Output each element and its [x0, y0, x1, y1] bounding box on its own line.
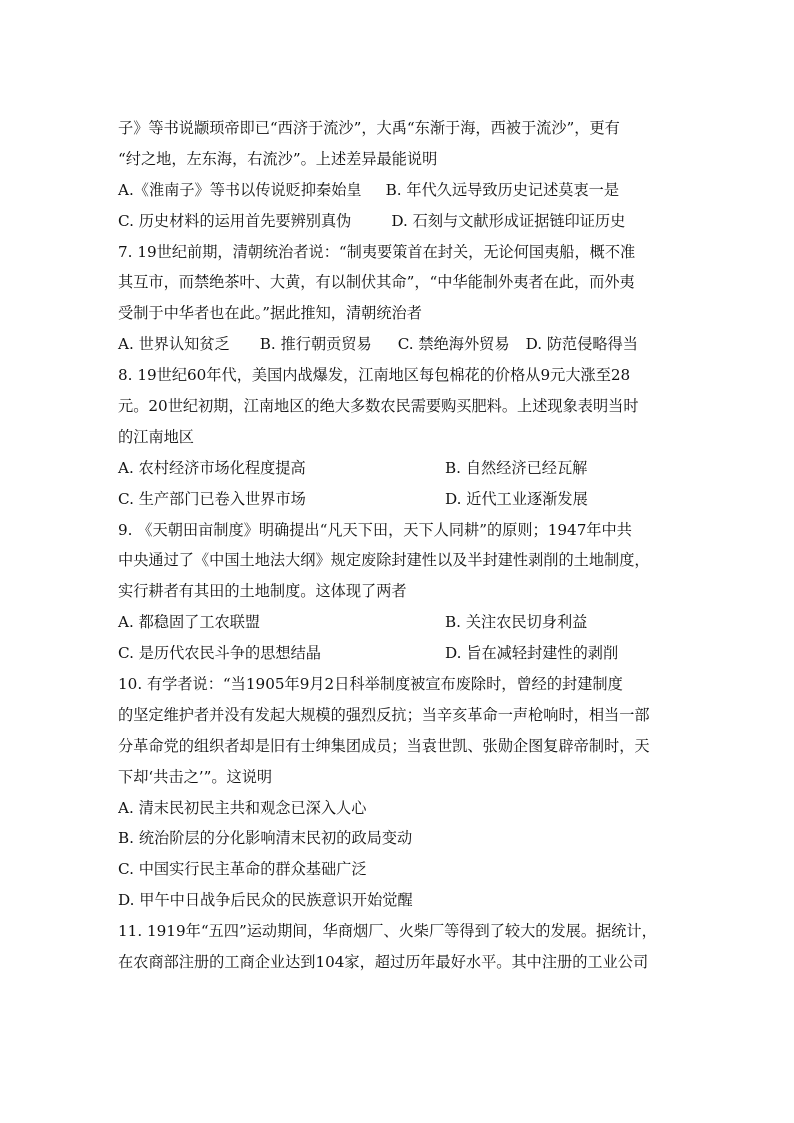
q8-options-row-1	[118, 453, 678, 484]
question-11: 11. 1919年“五四”运动期间，华商烟厂、火柴厂等得到了较大的发展。据统计，	[118, 922, 657, 941]
option-c: C. 生产部门已卷入世界市场	[118, 489, 306, 508]
text-line: “纣之地，左东海，右流沙”。上述差异最能说明	[118, 149, 438, 168]
text-line: 在农商部注册的工商企业达到104家，超过历年最好水平。其中注册的工业公司	[118, 953, 649, 972]
option-a: A. 都稳固了工农联盟	[118, 613, 261, 632]
question-7: 7. 19世纪前期，清朝统治者说：“制夷要策首在封关，无论何国夷船，概不准	[118, 242, 636, 261]
option-b: B. 关注农民切身利益	[445, 613, 588, 632]
document-page	[118, 113, 678, 978]
option-b: B. 自然经济已经瓦解	[445, 458, 588, 477]
text-line: 分革命党的组织者却是旧有士绅集团成员；当袁世凯、张勋企图复辟帝制时，天	[118, 736, 650, 755]
text-line: 中央通过了《中国土地法大纲》规定废除封建性以及半封建性剥削的土地制度，	[118, 551, 650, 570]
text-line: 受制于中华者也在此。”据此推知，清朝统治者	[118, 304, 422, 323]
q6-options-row-2	[118, 206, 678, 237]
q10-option-b: B. 统治阶层的分化影响清末民初的政局变动	[118, 829, 413, 848]
option-b: B. 推行朝贡贸易	[259, 335, 372, 354]
option-c: C. 禁绝海外贸易	[397, 335, 510, 354]
option-d: D. 近代工业逐渐发展	[445, 489, 588, 508]
q7-options	[118, 329, 678, 360]
q10-option-d: D. 甲午中日战争后民众的民族意识开始觉醒	[118, 891, 413, 910]
text-line: 其互市，而禁绝茶叶、大黄，有以制伏其命”，“中华能制外夷者在此，而外夷	[118, 273, 635, 292]
text-line: 的江南地区	[118, 427, 194, 446]
option-d: D. 石刻与文献形成证据链印证历史	[391, 211, 626, 230]
question-10: 10. 有学者说：“当1905年9月2日科举制度被宣布废除时，曾经的封建制度	[118, 675, 623, 694]
q10-option-a: A. 清末民初民主共和观念已深入人心	[118, 798, 367, 817]
q8-options-row-2	[118, 484, 678, 515]
option-d: D. 旨在减轻封建性的剥削	[445, 644, 619, 663]
text-line: 子》等书说颛顼帝即已“西济于流沙”，大禹“东渐于海，西被于流沙”，更有	[118, 119, 620, 137]
option-d: D. 防范侵略得当	[525, 335, 638, 354]
text-line: 下却‘共击之’”。这说明	[118, 767, 273, 786]
q6-options-row-1	[118, 175, 678, 206]
question-8: 8. 19世纪60年代，美国内战爆发，江南地区每包棉花的价格从9元大涨至28	[118, 366, 631, 385]
option-a: A.《淮南子》等书以传说贬抑秦始皇	[118, 180, 362, 199]
option-c: C. 是历代农民斗争的思想结晶	[118, 644, 321, 663]
q10-option-c: C. 中国实行民主革命的群众基础广泛	[118, 860, 367, 879]
text-line: 元。20世纪初期，江南地区的绝大多数农民需要购买肥料。上述现象表明当时	[118, 397, 639, 416]
option-c: C. 历史材料的运用首先要辨别真伪	[118, 211, 352, 230]
text-line: 的坚定维护者并没有发起大规模的强烈反抗；当辛亥革命一声枪响时，相当一部	[118, 705, 650, 724]
option-a: A. 世界认知贫乏	[118, 335, 230, 354]
option-a: A. 农村经济市场化程度提高	[118, 458, 306, 477]
text-line: 实行耕者有其田的土地制度。这体现了两者	[118, 582, 407, 601]
question-9: 9. 《天朝田亩制度》明确提出“凡天下田，天下人同耕”的原则；1947年中共	[118, 520, 632, 539]
q9-options-row-2	[118, 638, 678, 669]
option-b: B. 年代久远导致历史记述莫衷一是	[385, 180, 620, 199]
q9-options-row-1	[118, 607, 678, 638]
